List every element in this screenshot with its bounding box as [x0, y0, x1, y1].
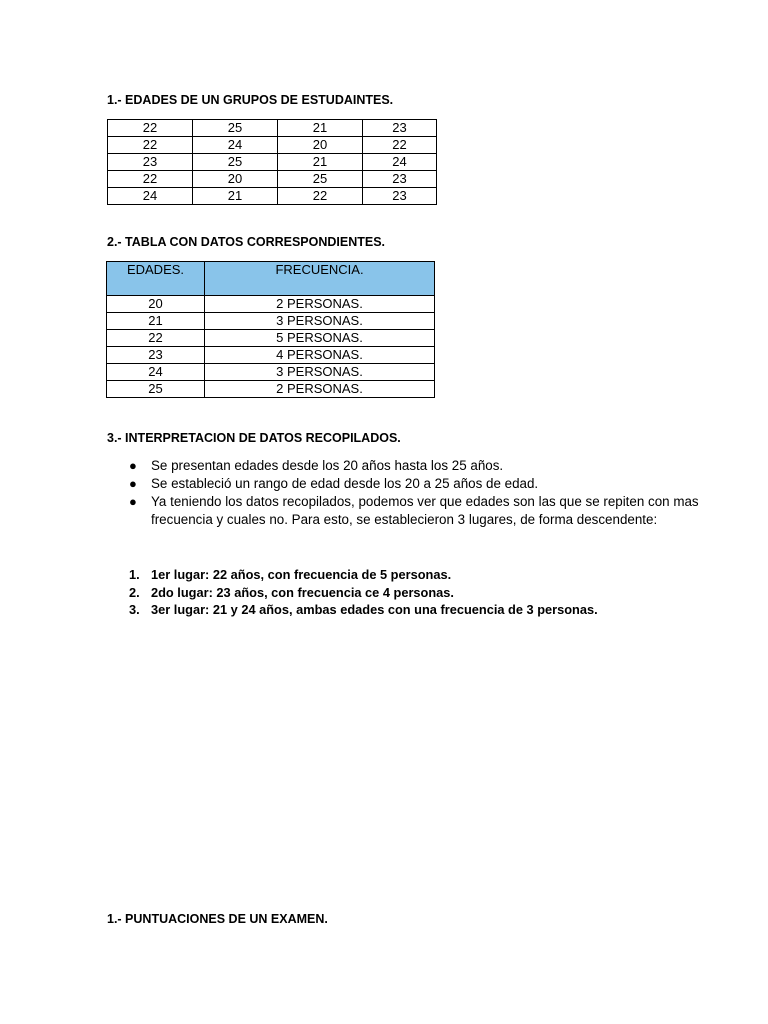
table-cell: 20 — [278, 137, 363, 154]
ranking-item — [129, 566, 598, 584]
frequency-table — [106, 261, 435, 398]
table-row — [107, 313, 435, 330]
table-row — [108, 188, 437, 205]
list-item — [129, 493, 721, 529]
table-cell: 25 — [107, 381, 205, 398]
table-cell: 22 — [278, 188, 363, 205]
table-cell: 20 — [193, 171, 278, 188]
table-row — [108, 120, 437, 137]
ranking-text: 2do lugar: 23 años, con frecuencia ce 4 personas. — [151, 584, 454, 600]
section1-title: 1.- EDADES DE UN GRUPOS DE ESTUDAINTES. — [107, 93, 394, 107]
table-cell: 3 PERSONAS. — [205, 364, 435, 381]
table-cell: 23 — [108, 154, 193, 171]
table-row — [107, 330, 435, 347]
table-cell: 4 PERSONAS. — [205, 347, 435, 364]
ages-table — [107, 119, 437, 205]
list-item-text: Ya teniendo los datos recopilados, podemos ver que edades son las que se repiten con mas frecuencia y cuales no. Para esto, se establecieron 3 lugares, de forma descendente: — [151, 494, 699, 527]
section2-title: 2.- TABLA CON DATOS CORRESPONDIENTES. — [107, 235, 386, 249]
table-row — [107, 347, 435, 364]
ranking-number: 2. — [129, 584, 140, 600]
header-cell-edades: EDADES. — [107, 262, 205, 296]
section3-title: 3.- INTERPRETACION DE DATOS RECOPILADOS. — [107, 431, 401, 445]
table-row — [108, 171, 437, 188]
table-cell: 23 — [363, 120, 437, 137]
table-cell: 23 — [363, 188, 437, 205]
table-row — [107, 296, 435, 313]
ranking-number: 1. — [129, 567, 140, 582]
bullet-icon: ● — [129, 494, 137, 509]
table-cell: 2 PERSONAS. — [205, 296, 435, 313]
table-cell: 21 — [107, 313, 205, 330]
table-cell: 21 — [193, 188, 278, 205]
table-cell: 5 PERSONAS. — [205, 330, 435, 347]
list-item-text: Se presentan edades desde los 20 años hasta los 25 años. — [151, 458, 504, 473]
table-cell: 20 — [107, 296, 205, 313]
table-cell: 23 — [107, 347, 205, 364]
table-cell: 21 — [278, 120, 363, 137]
ranking-item — [129, 601, 598, 619]
table-row — [107, 381, 435, 398]
table-header-row — [107, 262, 435, 296]
ranking-number: 3. — [129, 602, 140, 617]
table-cell: 22 — [108, 137, 193, 154]
ranking-item — [129, 584, 598, 602]
table-cell: 22 — [108, 120, 193, 137]
table-row — [108, 137, 437, 154]
table-cell: 24 — [107, 364, 205, 381]
section4-title: 1.- PUNTUACIONES DE UN EXAMEN. — [107, 912, 328, 926]
bullet-icon: ● — [129, 476, 137, 491]
table-row — [108, 154, 437, 171]
header-cell-frecuencia: FRECUENCIA. — [205, 262, 435, 296]
table-cell: 24 — [108, 188, 193, 205]
table-cell: 22 — [363, 137, 437, 154]
table-cell: 23 — [363, 171, 437, 188]
list-item — [129, 457, 721, 475]
table-cell: 25 — [193, 120, 278, 137]
table-cell: 2 PERSONAS. — [205, 381, 435, 398]
table-cell: 21 — [278, 154, 363, 171]
bullet-icon: ● — [129, 458, 137, 473]
list-item-text: Se estableció un rango de edad desde los 20 a 25 años de edad. — [151, 476, 539, 491]
table-cell: 25 — [278, 171, 363, 188]
table-row — [107, 364, 435, 381]
list-item — [129, 475, 721, 493]
table-cell: 22 — [108, 171, 193, 188]
table-cell: 25 — [193, 154, 278, 171]
ranking-list — [107, 566, 598, 619]
ranking-text: 3er lugar: 21 y 24 años, ambas edades con una frecuencia de 3 personas. — [151, 602, 598, 617]
table-cell: 24 — [363, 154, 437, 171]
table-cell: 3 PERSONAS. — [205, 313, 435, 330]
interpretation-list — [107, 457, 721, 529]
table-cell: 24 — [193, 137, 278, 154]
table-cell: 22 — [107, 330, 205, 347]
ranking-text: 1er lugar: 22 años, con frecuencia de 5 personas. — [151, 567, 452, 582]
